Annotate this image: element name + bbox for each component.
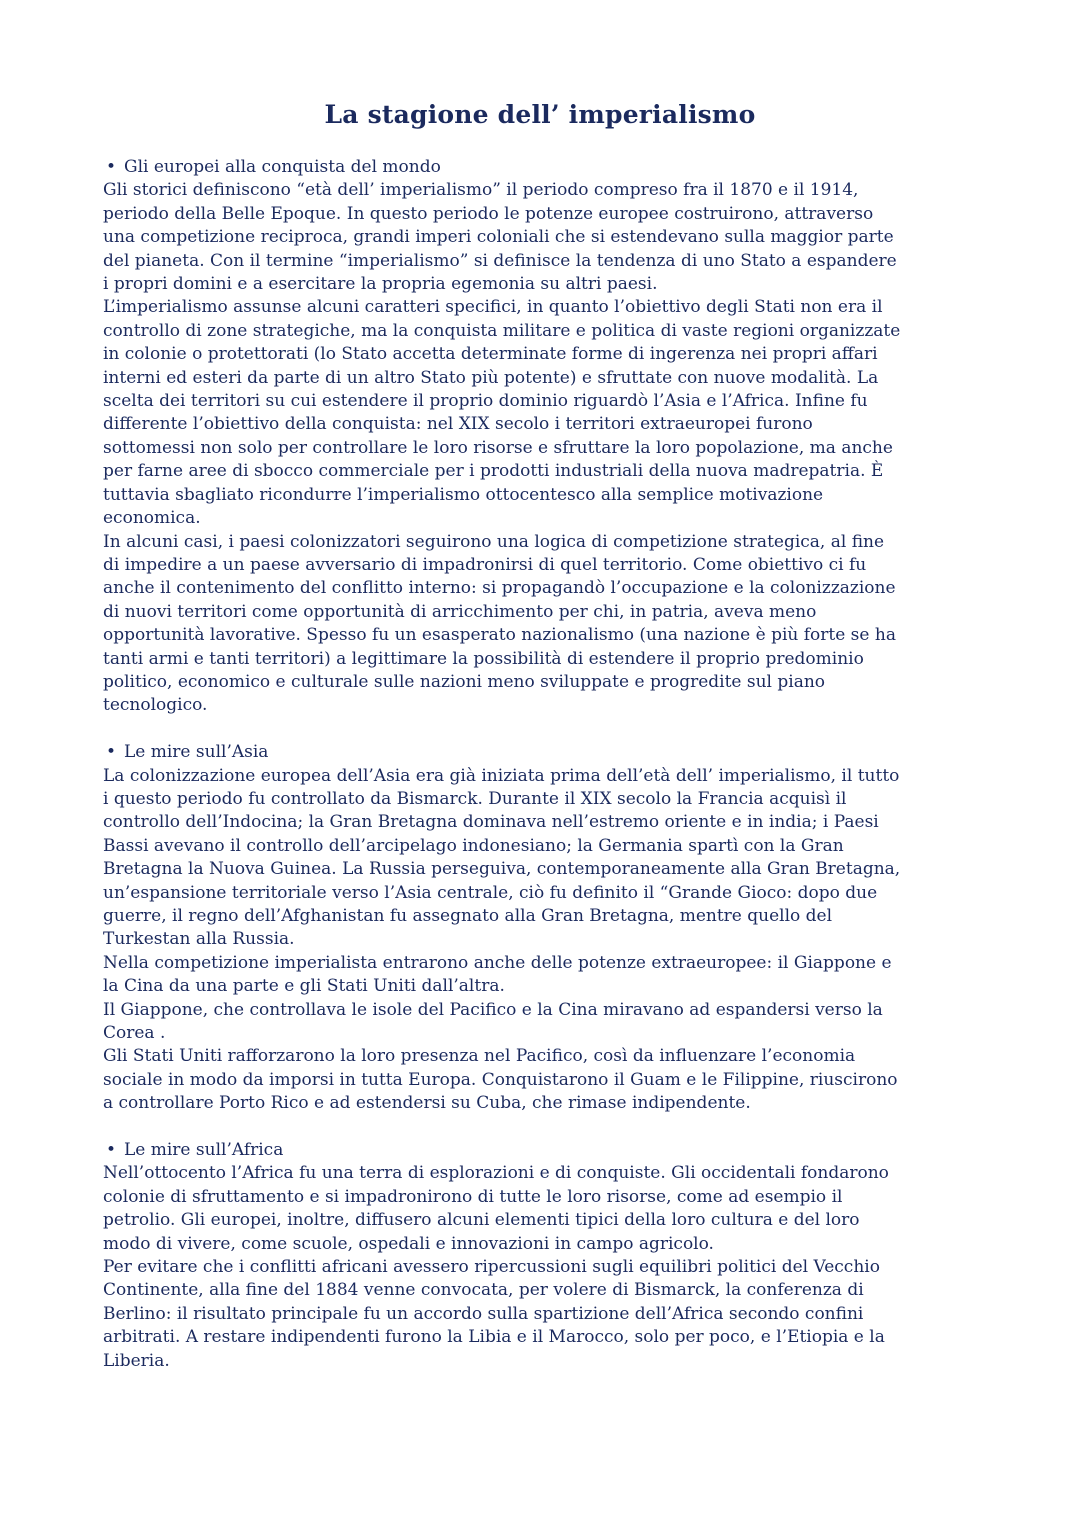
text-line: Nella competizione imperialista entrarono anche delle potenze extraeuropee: il Giappone e: [103, 952, 892, 973]
document-body: [103, 156, 983, 1373]
bullet-icon: •: [106, 157, 117, 177]
text-line: Continente, alla fine del 1884 venne convocata, per volere di Bismarck, la conferenza di: [103, 1280, 864, 1301]
text-line: Berlino: il risultato principale fu un accordo sulla spartizione dell’Africa secondo confini: [103, 1303, 864, 1324]
text-line: opportunità lavorative. Spesso fu un esasperato nazionalismo (una nazione è più forte se ha: [103, 625, 896, 646]
section-africa: [103, 1139, 983, 1373]
text-line: i propri domini e a esercitare la propria egemonia su altri paesi.: [103, 274, 658, 295]
section-asia: [103, 741, 983, 1116]
text-line: sociale in modo da imporsi in tutta Europa. Conquistarono il Guam e le Filippine, riuscirono: [103, 1069, 898, 1090]
text-line: di impedire a un paese avversario di impadronirsi di quel territorio. Come obiettivo ci fu: [103, 554, 867, 575]
text-line: i questo periodo fu controllato da Bismarck. Durante il XIX secolo la Francia acquisì il: [103, 788, 847, 809]
text-line: In alcuni casi, i paesi colonizzatori seguirono una logica di competizione strategica, al fine: [103, 531, 885, 552]
text-line: Per evitare che i conflitti africani avessero ripercussioni sugli equilibri politici del Vecchio: [103, 1257, 880, 1278]
text-line: controllo di zone strategiche, ma la conquista militare e politica di vaste regioni organizzate: [103, 320, 901, 341]
section-heading: [103, 1139, 983, 1162]
text-line: Nell’ottocento l’Africa fu una terra di esplorazioni e di conquiste. Gli occidentali fondarono: [103, 1163, 889, 1184]
bullet-icon: •: [106, 742, 117, 763]
text-line: anche il contenimento del conflitto interno: si propagandò l’occupazione e la colonizzazione: [103, 578, 896, 599]
text-line: L’imperialismo assunse alcuni caratteri specifici, in quanto l’obiettivo degli Stati non era il: [103, 297, 883, 318]
text-line: Bassi avevano il controllo dell’arcipelago indonesiano; la Germania spartì con la Gran: [103, 835, 844, 856]
text-line: di nuovi territori come opportunità di arricchimento per chi, in patria, aveva meno: [103, 601, 817, 622]
section-heading: [103, 156, 983, 179]
text-line: sottomessi non solo per controllare le loro risorse e sfruttare la loro popolazione, ma anche: [103, 437, 893, 458]
text-line: modo di vivere, come scuole, ospedali e innovazioni in campo agricolo.: [103, 1233, 714, 1254]
text-line: differente l’obiettivo della conquista: nel XIX secolo i territori extraeuropei furono: [103, 414, 813, 435]
text-line: economica.: [103, 508, 201, 529]
text-line: guerre, il regno dell’Afghanistan fu assegnato alla Gran Bretagna, mentre quello del: [103, 905, 833, 926]
text-line: la Cina da una parte e gli Stati Uniti dall’altra.: [103, 976, 505, 997]
text-line: a controllare Porto Rico e ad estendersi su Cuba, che rimase indipendente.: [103, 1093, 751, 1114]
text-line: scelta dei territori su cui estendere il proprio dominio riguardò l’Asia e l’Africa. Infine fu: [103, 391, 868, 412]
section-heading-text: Gli europei alla conquista del mondo: [124, 157, 441, 177]
section-spacer: [103, 1116, 983, 1139]
text-line: Gli Stati Uniti rafforzarono la loro presenza nel Pacifico, così da influenzare l’economia: [103, 1046, 856, 1067]
text-line: Turkestan alla Russia.: [103, 929, 295, 950]
section-heading-text: Le mire sull’Africa: [124, 1140, 284, 1161]
text-line: periodo della Belle Epoque. In questo periodo le potenze europee costruirono, attraverso: [103, 203, 874, 224]
text-line: La colonizzazione europea dell’Asia era già iniziata prima dell’età dell’ imperialismo, il tutto: [103, 765, 900, 786]
text-line: Corea .: [103, 1023, 166, 1044]
text-line: una competizione reciproca, grandi imperi coloniali che si estendevano sulla maggior parte: [103, 227, 894, 248]
text-line: in colonie o protettorati (lo Stato accetta determinate forme di ingerenza nei propri affari: [103, 344, 878, 365]
text-line: un’espansione territoriale verso l’Asia centrale, ciò fu definito il “Grande Gioco: dopo due: [103, 882, 878, 903]
section-heading: [103, 741, 983, 764]
section-heading-text: Le mire sull’Asia: [124, 742, 269, 763]
text-line: Liberia.: [103, 1350, 170, 1371]
text-line: Gli storici definiscono “età dell’ imperialismo” il periodo compreso fra il 1870 e il 1914,: [103, 180, 859, 201]
text-line: Bretagna la Nuova Guinea. La Russia perseguiva, contemporaneamente alla Gran Bretagna,: [103, 859, 901, 880]
section-spacer: [103, 718, 983, 741]
text-line: per farne aree di sbocco commerciale per i prodotti industriali della nuova madrepatria. È: [103, 461, 884, 482]
text-line: petrolio. Gli europei, inoltre, diffusero alcuni elementi tipici della loro cultura e del loro: [103, 1210, 860, 1231]
bullet-icon: •: [106, 1140, 117, 1161]
section-europei: [103, 156, 983, 718]
text-line: tecnologico.: [103, 695, 208, 716]
page-title: La stagione dell’ imperialismo: [324, 100, 756, 129]
text-line: Il Giappone, che controllava le isole del Pacifico e la Cina miravano ad espandersi verso la: [103, 999, 883, 1020]
text-line: politico, economico e culturale sulle nazioni meno sviluppate e progredite sul piano: [103, 671, 826, 692]
text-line: arbitrati. A restare indipendenti furono la Libia e il Marocco, solo per poco, e l’Etiopia e la: [103, 1327, 885, 1348]
text-line: tanti armi e tanti territori) a legittimare la possibilità di estendere il proprio predominio: [103, 648, 864, 669]
text-line: del pianeta. Con il termine “imperialismo” si definisce la tendenza di uno Stato a espandere: [103, 250, 897, 271]
text-line: controllo dell’Indocina; la Gran Bretagna dominava nell’estremo oriente e in india; i Paesi: [103, 812, 879, 833]
text-line: colonie di sfruttamento e si impadronirono di tutte le loro risorse, come ad esempio il: [103, 1186, 843, 1207]
text-line: tuttavia sbagliato ricondurre l’imperialismo ottocentesco alla semplice motivazione: [103, 484, 824, 505]
text-line: interni ed esteri da parte di un altro Stato più potente) e sfruttate con nuove modalità. La: [103, 367, 879, 388]
